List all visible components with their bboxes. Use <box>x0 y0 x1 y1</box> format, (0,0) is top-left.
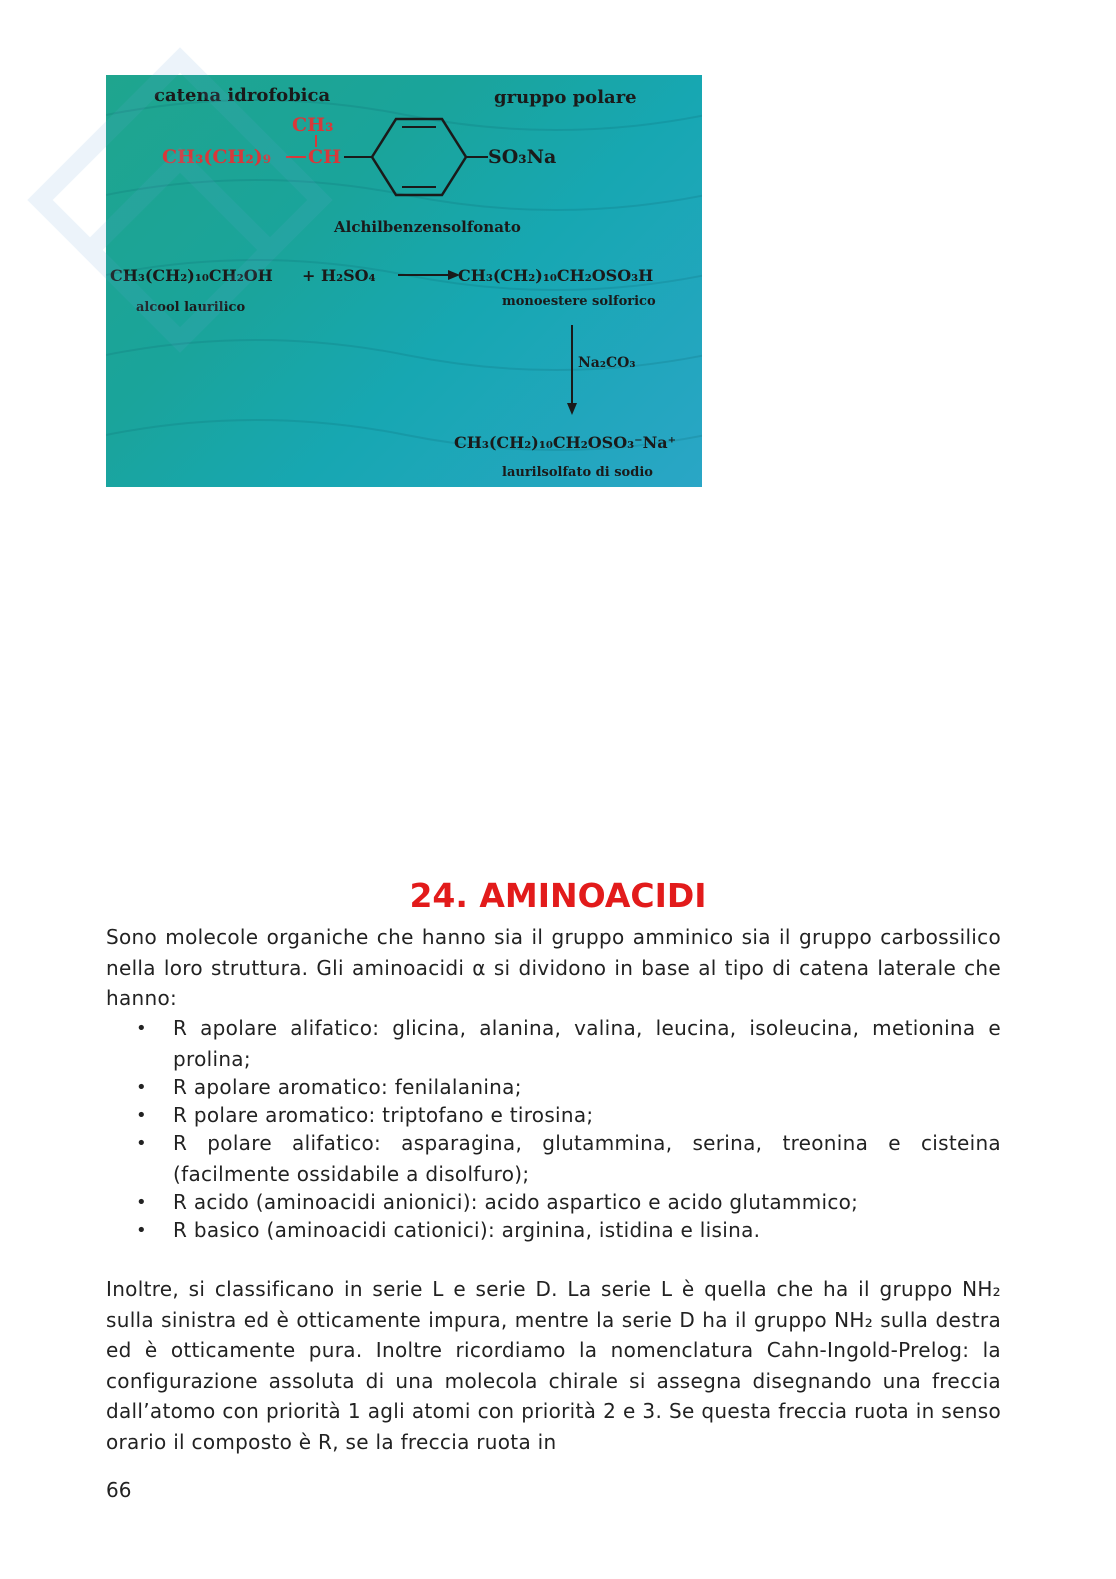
ch-group: CH <box>308 146 342 168</box>
benzene-ring <box>372 119 466 195</box>
product-monoester: CH₃(CH₂)₁₀CH₂OSO₃H <box>458 266 654 285</box>
reactant-acid: + H₂SO₄ <box>302 266 376 285</box>
reactant-alcohol-name: alcool laurilico <box>136 300 246 315</box>
page-number: 66 <box>106 1478 132 1502</box>
bullet-icon: • <box>136 1220 147 1241</box>
label-polar: gruppo polare <box>494 87 637 108</box>
amino-acid-list <box>106 1013 1001 1243</box>
arrow-head-2 <box>567 403 577 415</box>
ch3-substituent: CH₃ <box>292 114 334 136</box>
watermark-logo <box>20 40 340 520</box>
list-item: • R polare aromatico: triptofano e tirosina; <box>106 1100 1001 1131</box>
list-item: • R apolare aromatico: fenilalanina; <box>106 1072 1001 1103</box>
bullet-icon: • <box>136 1105 147 1126</box>
reagent-carbonate: Na₂CO₃ <box>578 355 636 371</box>
intro-paragraph: Sono molecole organiche che hanno sia il gruppo amminico sia il gruppo carbossilico nella loro struttura. Gli aminoacidi α si dividono in base al tipo di catena laterale che hanno: <box>106 925 1001 1010</box>
product-sulfate-salt: CH₃(CH₂)₁₀CH₂OSO₃⁻Na⁺ <box>454 433 677 452</box>
bullet-icon: • <box>136 1018 147 1039</box>
list-item: • R basico (aminoacidi cationici): arginina, istidina e lisina. <box>106 1215 1001 1246</box>
label-hydrophobic: catena idrofobica <box>154 85 331 106</box>
compound-name: Alchilbenzensolfonato <box>334 218 521 236</box>
list-item: • R polare alifatico: asparagina, glutammina, serina, treonina e cisteina (facilmente ossidabile a disolfuro); <box>106 1128 1001 1190</box>
body-paragraph: Inoltre, si classificano in serie L e serie D. La serie L è quella che ha il gruppo NH₂ sulla sinistra ed è otticamente impura, mentre la serie D ha il gruppo NH₂ sulla destra ed è otticamente pura. Inoltre ricordiamo la nomenclatura Cahn-Ingold-Prelog: la configurazione assoluta di una molecola chirale si assegna disegnando una freccia dall’atomo con priorità 1 agli atomi con priorità 2 e 3. Se questa freccia ruota in senso orario il composto è R, se la freccia ruota in <box>106 1277 1001 1454</box>
section-title: 24. AMINOACIDI <box>409 876 707 915</box>
product-monoester-name: monoestere solforico <box>502 294 656 309</box>
alkyl-chain: CH₃(CH₂)₉ <box>162 146 272 168</box>
product-sulfate-salt-name: laurilsolfato di sodio <box>502 465 653 480</box>
list-item: • R apolare alifatico: glicina, alanina, valina, leucina, isoleucina, metionina e prolina; <box>106 1013 1001 1075</box>
bullet-icon: • <box>136 1192 147 1213</box>
sulfonate-group: SO₃Na <box>488 146 557 168</box>
bullet-icon: • <box>136 1077 147 1098</box>
list-item: • R acido (aminoacidi anionici): acido aspartico e acido glutammico; <box>106 1187 1001 1218</box>
reactant-alcohol: CH₃(CH₂)₁₀CH₂OH <box>110 266 273 285</box>
bullet-icon: • <box>136 1133 147 1154</box>
